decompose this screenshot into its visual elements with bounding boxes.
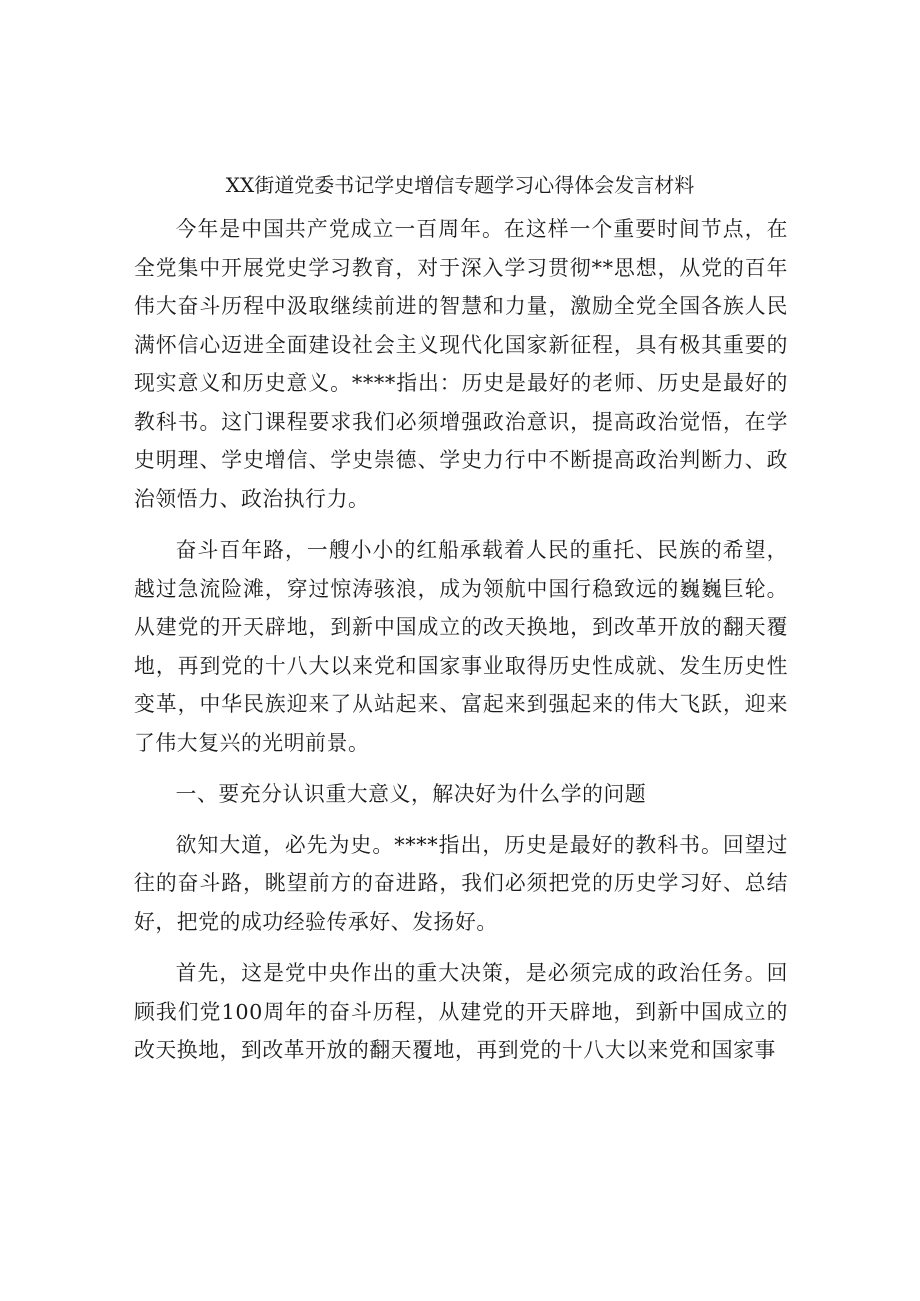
document-title: XX街道党委书记学史增信专题学习心得体会发言材料 xyxy=(225,173,695,197)
paragraph-first: 首先，这是党中央作出的重大决策，是必须完成的政治任务。回顾我们党100周年的奋斗历程，从建党的开天辟地，到新中国成立的改天换地，到改革开放的翻天覆地，再到党的十八大以来党和国家事 xyxy=(134,961,788,1062)
document-body xyxy=(134,210,788,1083)
paragraph-struggle: 奋斗百年路，一艘小小的红船承载着人民的重托、民族的希望，越过急流险滩，穿过惊涛骇浪，成为领航中国行稳致远的巍巍巨轮。从建党的开天辟地，到新中国成立的改天换地，到改革开放的翻天覆地，再到党的十八大以来党和国家事业取得历史性成就、发生历史性变革，中华民族迎来了从站起来、富起来到强起来的伟大飞跃，迎来了伟大复兴的光明前景。 xyxy=(134,538,788,755)
paragraph-history: 欲知大道，必先为史。****指出，历史是最好的教科书。回望过往的奋斗路，眺望前方的奋进路，我们必须把党的历史学习好、总结好，把党的成功经验传承好、发扬好。 xyxy=(134,832,788,934)
paragraph-intro: 今年是中国共产党成立一百周年。在这样一个重要时间节点，在全党集中开展党史学习教育，对于深入学习贯彻**思想，从党的百年伟大奋斗历程中汲取继续前进的智慧和力量，激励全党全国各族人民满怀信心迈进全面建设社会主义现代化国家新征程，具有极其重要的现实意义和历史意义。****指出：历史是最好的老师、历史是最好的教科书。这门课程要求我们必须增强政治意识，提高政治觉悟，在学史明理、学史增信、学史崇德、学史力行中不断提高政治判断力、政治领悟力、政治执行力。 xyxy=(134,217,788,511)
section-heading-1: 一、要充分认识重大意义，解决好为什么学的问题 xyxy=(175,782,647,806)
